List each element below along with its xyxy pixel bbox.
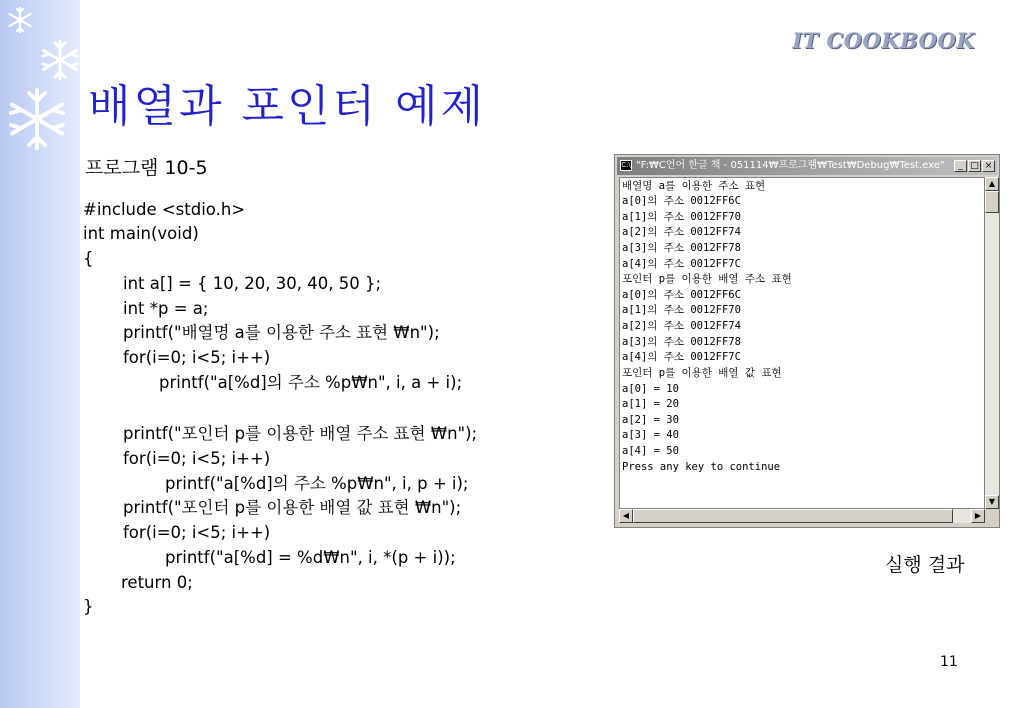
page-number: 11 <box>940 654 958 670</box>
code-line: printf("a[%d]의 주소 %p₩n", i, p + i); <box>165 474 469 493</box>
console-line: a[4] = 50 <box>622 445 679 457</box>
scroll-thumb-horizontal[interactable] <box>633 509 953 523</box>
maximize-icon[interactable]: □ <box>968 160 981 172</box>
console-line: 배열명 a를 이용한 주소 표현 <box>622 180 766 192</box>
console-window <box>614 154 1000 528</box>
code-line: #include <stdio.h> <box>83 200 246 219</box>
console-line: a[3]의 주소 0012FF78 <box>622 242 741 254</box>
code-line: printf("a[%d] = %d₩n", i, *(p + i)); <box>165 548 456 567</box>
console-line: 포인터 p를 이용한 배열 주소 표현 <box>622 273 792 285</box>
snowflake-icon <box>4 86 70 152</box>
code-line: int main(void) <box>83 224 199 243</box>
console-line: a[0] = 10 <box>622 383 679 395</box>
console-line: a[2] = 30 <box>622 414 679 426</box>
snowflake-icon <box>6 6 34 34</box>
console-line: a[3] = 40 <box>622 429 679 441</box>
close-icon[interactable]: × <box>982 160 995 172</box>
scroll-up-icon[interactable]: ▲ <box>985 177 999 191</box>
console-line: a[0]의 주소 0012FF6C <box>622 289 741 301</box>
snowflake-icon <box>38 38 82 82</box>
code-line: int a[] = { 10, 20, 30, 40, 50 }; <box>123 274 382 293</box>
minimize-icon[interactable]: _ <box>954 160 967 172</box>
console-line: a[1]의 주소 0012FF70 <box>622 211 741 223</box>
page-title: 배열과 포인터 예제 <box>88 81 487 132</box>
sidebar-decoration <box>0 0 80 708</box>
code-line: printf("포인터 p를 이용한 배열 주소 표현 ₩n"); <box>123 424 478 443</box>
code-line: for(i=0; i<5; i++) <box>123 523 271 542</box>
console-output <box>619 177 985 509</box>
code-line: printf("배열명 a를 이용한 주소 표현 ₩n"); <box>123 323 440 342</box>
scroll-thumb[interactable] <box>985 191 999 213</box>
code-line: printf("a[%d]의 주소 %p₩n", i, a + i); <box>159 373 463 392</box>
code-line: for(i=0; i<5; i++) <box>123 348 271 367</box>
brand-logo: IT COOKBOOK <box>792 28 975 53</box>
code-line: int *p = a; <box>123 299 209 318</box>
console-line: a[4]의 주소 0012FF7C <box>622 351 741 363</box>
console-line: a[2]의 주소 0012FF74 <box>622 226 741 238</box>
code-line: return 0; <box>121 573 193 592</box>
console-line: Press any key to continue <box>622 461 781 473</box>
console-line: a[2]의 주소 0012FF74 <box>622 320 741 332</box>
result-caption: 실행 결과 <box>885 554 965 576</box>
console-title: "F:₩C언어 한글 책 - 051114₩프로그램₩Test₩Debug₩Test.exe" <box>636 160 945 171</box>
console-line: a[1]의 주소 0012FF70 <box>622 304 741 316</box>
console-line: 포인터 p를 이용한 배열 값 표현 <box>622 367 782 379</box>
console-line: a[0]의 주소 0012FF6C <box>622 195 741 207</box>
resize-grip[interactable] <box>985 509 999 523</box>
code-line: { <box>83 249 94 268</box>
console-line: a[1] = 20 <box>622 398 679 410</box>
console-titlebar[interactable] <box>617 157 997 175</box>
scroll-right-icon[interactable]: ▶ <box>971 509 985 523</box>
scroll-left-icon[interactable]: ◀ <box>619 509 633 523</box>
code-line: for(i=0; i<5; i++) <box>123 449 271 468</box>
console-app-icon: C:\ <box>621 161 631 169</box>
code-line: } <box>83 597 94 616</box>
vertical-scrollbar[interactable] <box>985 177 999 509</box>
console-line: a[4]의 주소 0012FF7C <box>622 258 741 270</box>
console-line: a[3]의 주소 0012FF78 <box>622 336 741 348</box>
program-label: 프로그램 10-5 <box>85 157 208 179</box>
horizontal-scrollbar[interactable] <box>619 509 985 523</box>
code-line: printf("포인터 p를 이용한 배열 값 표현 ₩n"); <box>123 498 462 517</box>
scroll-down-icon[interactable]: ▼ <box>985 495 999 509</box>
